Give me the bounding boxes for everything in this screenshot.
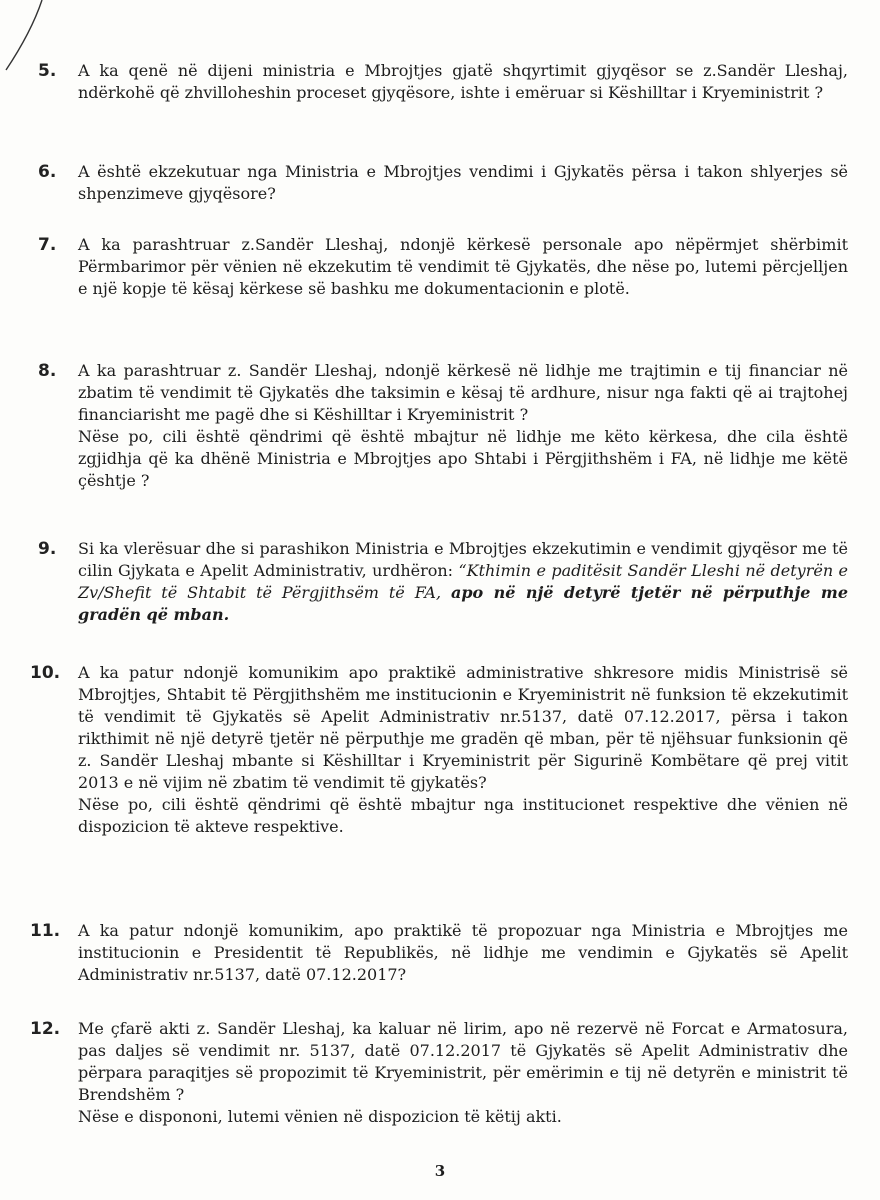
question-item-10 <box>30 662 848 838</box>
question-item-12 <box>30 1018 848 1128</box>
question-text <box>78 60 848 104</box>
question-paragraph: A është ekzekutuar nga Ministria e Mbrojtjes vendimi i Gjykatës përsa i takon shlyerjes së shpenzimeve gjyqësore? <box>78 162 848 203</box>
question-text <box>78 360 848 492</box>
question-item-11 <box>30 920 848 986</box>
court-quote: “Kthimin e paditësit Sandër Lleshi në detyrën e Zv/Shefit të Shtabit të Përgjithsëm të FA, <box>78 561 849 602</box>
question-number: 5. <box>38 61 57 81</box>
question-text <box>78 920 848 986</box>
page-number: 3 <box>434 1162 446 1180</box>
question-item-8 <box>38 360 848 492</box>
question-number: 8. <box>38 361 57 381</box>
question-paragraph: A ka qenë në dijeni ministria e Mbrojtjes gjatë shqyrtimit gjyqësor se z.Sandër Lleshaj, ndërkohë që zhvilloheshin proceset gjyqësore, ishte i emëruar si Këshilltar i Kryeministrit ? <box>78 61 848 102</box>
question-paragraph: A ka patur ndonjë komunikim, apo praktikë të propozuar nga Ministria e Mbrojtjes me institucionin e Presidentit të Republikës, në lidhje me vendimin e Gjykatës së Apelit Administrativ nr.5137, datë 07.12.2017? <box>78 921 848 984</box>
court-quote-emphasis: apo në një detyrë tjetër në përputhje me gradën që mban. <box>78 583 849 624</box>
question-item-6 <box>38 161 848 205</box>
question-text <box>78 538 848 626</box>
question-paragraph: Nëse po, cili është qëndrimi që është mbajtur nga institucionet respektive dhe vënien në dispozicion të akteve respektive. <box>78 795 848 836</box>
question-paragraph <box>78 538 848 626</box>
question-text <box>78 161 848 205</box>
question-paragraph: Nëse po, cili është qëndrimi që është mbajtur në lidhje me këto kërkesa, dhe cila është zgjidhja që ka dhënë Ministria e Mbrojtjes apo Shtabi i Përgjithshëm i FA, në lidhje me këtë çështje ? <box>78 427 848 490</box>
question-paragraph: A ka parashtruar z. Sandër Lleshaj, ndonjë kërkesë në lidhje me trajtimin e tij financiar në zbatim të vendimit të Gjykatës dhe taksimin e kësaj të ardhure, nisur nga fakti që ai trajtohej financiarisht me pagë dhe si Këshilltar i Kryeministrit ? <box>78 361 848 424</box>
question-number: 9. <box>38 539 57 559</box>
question-item-5 <box>38 60 848 104</box>
question-number: 6. <box>38 162 57 182</box>
question-item-7 <box>38 234 848 300</box>
question-number: 10. <box>30 663 61 683</box>
question-paragraph: Nëse e dispononi, lutemi vënien në dispozicion të këtij akti. <box>78 1107 562 1126</box>
question-text <box>78 662 848 838</box>
question-paragraph: Me çfarë akti z. Sandër Lleshaj, ka kaluar në lirim, apo në rezervë në Forcat e Armatosura, pas daljes së vendimit nr. 5137, datë 07.12.2017 të Gjykatës së Apelit Administrativ dhe përpara paraqitjes së propozimit të Kryeministrit, për emërimin e tij në detyrën e ministrit të Brendshëm ? <box>78 1019 848 1104</box>
question-number: 7. <box>38 235 57 255</box>
question-paragraph: A ka parashtruar z.Sandër Lleshaj, ndonjë kërkesë personale apo nëpërmjet shërbimit Përmbarimor për vënien në ekzekutim të vendimit të Gjykatës, dhe nëse po, lutemi përcjelljen e një kopje të kësaj kërkese së bashku me dokumentacionin e plotë. <box>78 235 848 298</box>
question-paragraph: A ka patur ndonjë komunikim apo praktikë administrative shkresore midis Ministrisë së Mbrojtjes, Shtabit të Përgjithshëm me institucionin e Kryeministrit në funksion të ekzekutimit të vendimit të Gjykatës së Apelit Administrativ nr.5137, datë 07.12.2017, përsa i takon rikthimit në një detyrë tjetër në përputhje me gradën që mban, për të njëhsuar funksionin që z. Sandër Lleshaj mbante si Këshilltar i Kryeministrit për Sigurinë Kombëtare që prej vitit 2013 e në vijim në zbatim të vendimit të gjykatës? <box>78 663 848 792</box>
question-item-9 <box>38 538 848 626</box>
question-text <box>78 1018 848 1128</box>
question-number: 11. <box>30 921 61 941</box>
question-text <box>78 234 848 300</box>
question-intro: Si ka vlerësuar dhe si parashikon Ministria e Mbrojtjes ekzekutimin e vendimit gjyqësor me të cilin Gjykata e Apelit Administrativ, urdhëron: <box>78 539 848 580</box>
question-number: 12. <box>30 1019 61 1039</box>
